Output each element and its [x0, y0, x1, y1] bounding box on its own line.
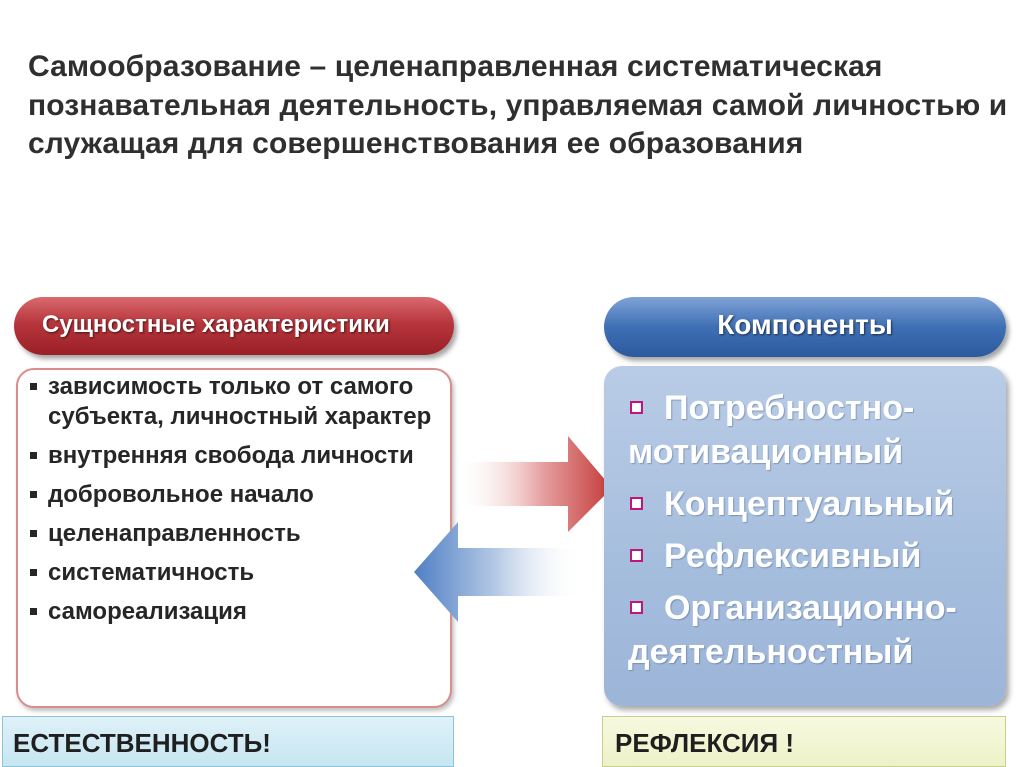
- list-item: [30, 480, 440, 510]
- naturalness-banner: [2, 716, 454, 767]
- reflection-banner: [602, 716, 1006, 767]
- components-title: Компоненты: [717, 309, 893, 340]
- definition-text: Самообразование – целенаправленная систематическая познавательная деятельность, управляемая самой личностью и служащая для совершенствования ее образования: [28, 50, 1008, 160]
- checkbox-bullet-icon: [630, 497, 643, 510]
- list-item-label-continued: мотивационный: [628, 433, 904, 471]
- checkbox-bullet-icon: [630, 549, 643, 562]
- essential-characteristics-title: Сущностные характеристики: [42, 311, 390, 338]
- list-item: [628, 482, 998, 526]
- square-bullet-icon: [30, 569, 37, 576]
- list-item-label: целенаправленность: [48, 520, 301, 547]
- list-item-label-continued: деятельностный: [628, 633, 914, 671]
- essential-characteristics-header: [14, 297, 454, 355]
- list-item: [30, 441, 440, 471]
- list-item-label: зависимость только от самого субъекта, личностный характер: [48, 373, 432, 430]
- naturalness-label: ЕСТЕСТВЕННОСТЬ!: [13, 728, 271, 758]
- list-item-label: Концептуальный: [664, 485, 955, 523]
- square-bullet-icon: [30, 383, 37, 390]
- list-item: [30, 519, 440, 549]
- list-item: [30, 597, 440, 627]
- list-item-label: Рефлексивный: [664, 537, 922, 575]
- checkbox-bullet-icon: [630, 601, 643, 614]
- list-item: [30, 558, 440, 588]
- list-item-label: добровольное начало: [48, 481, 314, 508]
- square-bullet-icon: [30, 491, 37, 498]
- checkbox-bullet-icon: [630, 401, 643, 414]
- essential-characteristics-list: [30, 372, 440, 627]
- components-list: [628, 386, 998, 674]
- list-item: [628, 386, 998, 474]
- square-bullet-icon: [30, 452, 37, 459]
- list-item-label: систематичность: [48, 559, 255, 586]
- square-bullet-icon: [30, 608, 37, 615]
- list-item-label: Потребностно-: [664, 389, 915, 427]
- list-item-label: внутренняя свобода личности: [48, 442, 414, 469]
- arrow-left-icon: [412, 522, 582, 626]
- components-header: [604, 297, 1006, 357]
- square-bullet-icon: [30, 530, 37, 537]
- list-item: [30, 372, 440, 432]
- list-item-label: Организационно-: [664, 589, 957, 627]
- reflection-label: РЕФЛЕКСИЯ !: [615, 728, 795, 758]
- list-item: [628, 586, 998, 674]
- list-item: [628, 534, 998, 578]
- list-item-label: самореализация: [48, 598, 247, 625]
